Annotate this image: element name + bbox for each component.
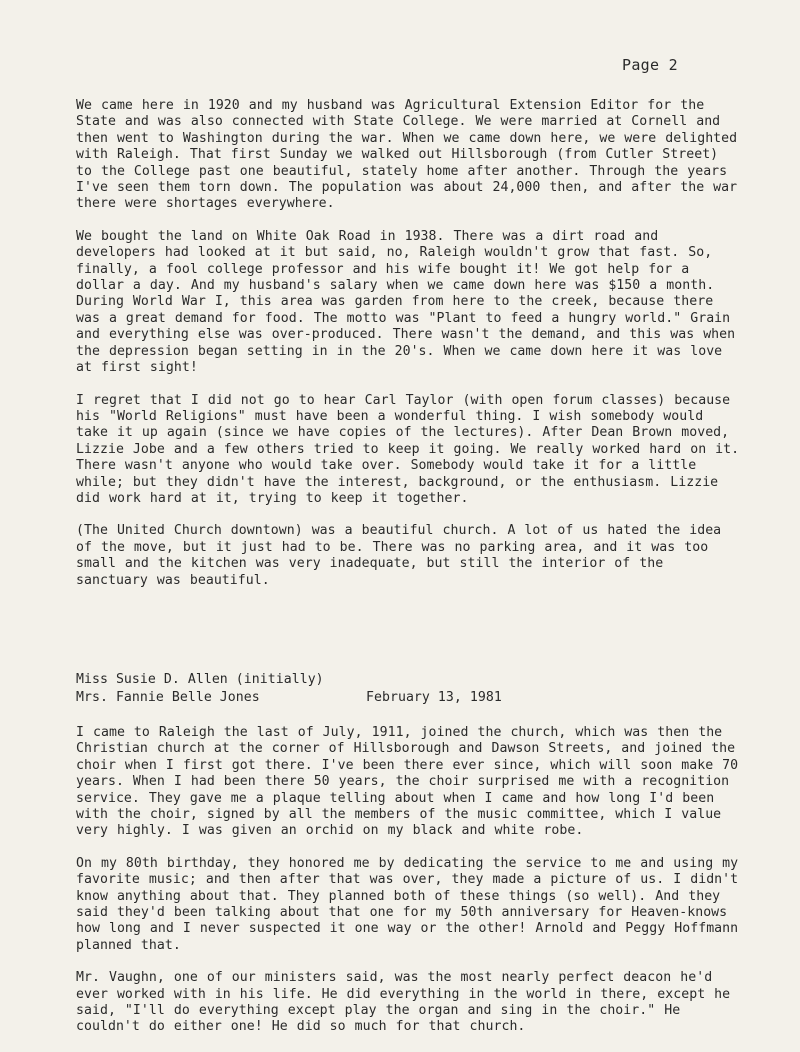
paragraph-white-oak-road: We bought the land on White Oak Road in 1938. There was a dirt road and developers had looked at it but said, no, Raleigh wouldn't grow that fast. So, finally, a fool college professor and his wife bought it! We got help for a dollar a day. And my husband's salary when we came down here was $150 a month. During World War I, this area was garden from here to the creek, because there was a great demand for food. The motto was "Plant to feed a hungry world." Grain and everything else was over-produced. There wasn't the demand, and this was when the depression began setting in in the 20's. When we came down here it was love at first sight! — [76, 228, 736, 376]
interview-header-row — [76, 689, 741, 707]
page-number: Page 2 — [622, 56, 678, 74]
interviewee-name-1: Miss Susie D. Allen (initially) — [76, 671, 324, 687]
interviewee-name-2: Mrs. Fannie Belle Jones — [76, 689, 260, 705]
paragraph-carl-taylor: I regret that I did not go to hear Carl Taylor (with open forum classes) because his "World Religions" must have been a wonderful thing. I wish somebody would take it up again (since we have copies of the lectures). After Dean Brown moved, Lizzie Jobe and a few others tried to keep it going. We really worked hard on it. There wasn't anyone who would take over. Somebody would take it for a little while; but they didn't have the interest, background, or the enthusiasm. Lizzie did work hard at it, trying to keep it together. — [76, 392, 740, 506]
interview-header — [76, 671, 741, 707]
interview-date: February 13, 1981 — [366, 689, 502, 705]
paragraph-80th-birthday: On my 80th birthday, they honored me by dedicating the service to me and using my favorite music; and then after that was over, they made a picture of us. I didn't know anything about that. They planned both of these things (so well). And they said they'd been talking about that one for my 50th anniversary for Heaven-knows how long and I never suspected it one way or the other! Arnold and Peggy Hoffmann planned that. — [76, 855, 739, 953]
paragraph-united-church: (The United Church downtown) was a beautiful church. A lot of us hated the idea of the move, but it just had to be. There was no parking area, and it was too small and the kitchen was very inadequate, but still the interior of the sanctuary was beautiful. — [76, 523, 722, 588]
section-gap — [76, 605, 741, 671]
paragraph-arrival-1920: We came here in 1920 and my husband was Agricultural Extension Editor for the State and was also connected with State College. We were married at Cornell and then went to Washington during the war. When we came down here, we were delighted with Raleigh. That first Sunday we walked out Hillsborough (from Cutler Street) to the College past one beautiful, stately home after another. Through the years I've seen them torn down. The population was about 24,000 then, and after the war there were shortages everywhere. — [76, 98, 738, 212]
paragraph-choir: I came to Raleigh the last of July, 1911, joined the church, which was then the Christian church at the corner of Hillsborough and Dawson Streets, and joined the choir when I first got there. I've been there ever since, which will soon make 70 years. When I had been there 50 years, the choir surprised me with a recognition service. They gave me a plaque telling about when I came and how long I'd been with the choir, signed by all the members of the music committee, which I value very highly. I was given an orchid on my black and white robe. — [76, 724, 739, 839]
paragraph-mr-vaughn: Mr. Vaughn, one of our ministers said, was the most nearly perfect deacon he'd ever worked with in his life. He did everything in the world in there, except he said, "I'll do everything except play the organ and sing in the choir." He couldn't do either one! He did so much for that church. — [76, 970, 731, 1035]
document-body — [76, 98, 741, 1052]
